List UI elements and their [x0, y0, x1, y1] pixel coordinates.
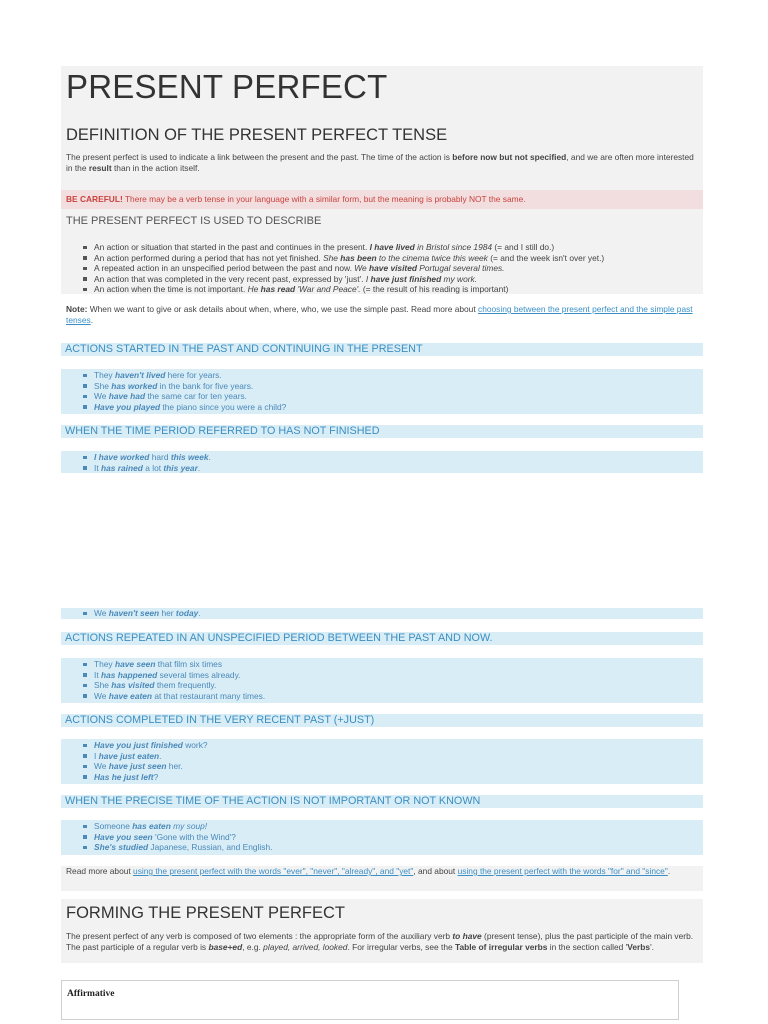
list-item: We haven't seen her today. [61, 608, 703, 619]
definition-heading: DEFINITION OF THE PRESENT PERFECT TENSE [66, 126, 448, 144]
page-title: PRESENT PERFECT [66, 68, 388, 105]
for-since-link[interactable]: using the present perfect with the words "for" and "since" [457, 866, 668, 876]
section-list-repeated [61, 658, 703, 703]
list-item: Have you seen 'Gone with the Wind'? [61, 832, 703, 843]
list-item: Someone has eaten my soup! [61, 821, 703, 832]
list-item: They have seen that film six times [61, 659, 703, 670]
present-vs-past-link[interactable]: choosing between the present perfect and the simple past tenses [66, 304, 693, 325]
note-paragraph: Note: When we want to give or ask details about when, where, who, we use the simple past. Read more about choosing between the present perfect and the simple past tenses. [66, 304, 693, 325]
list-item: She has worked in the bank for five years. [61, 381, 703, 392]
list-item: An action that was completed in the very recent past, expressed by 'just'. I have just finished my work. [61, 274, 604, 285]
list-item: It has happened several times already. [61, 670, 703, 681]
uses-list [61, 242, 604, 295]
affirmative-label: Affirmative [67, 989, 115, 999]
section-list-continuing [61, 369, 703, 414]
note-text: When we want to give or ask details about when, where, who, we use the simple past. Read more about [87, 304, 478, 314]
careful-alert [61, 190, 703, 209]
intro-block [61, 66, 703, 294]
definition-bold-2: result [88, 162, 112, 173]
forming-block [61, 899, 703, 963]
affirmative-table [61, 980, 679, 1020]
list-item: A repeated action in an unspecified period between the past and now. We have visited Portugal several times. [61, 263, 604, 274]
section-heading-continuing: ACTIONS STARTED IN THE PAST AND CONTINUING IN THE PRESENT [61, 343, 703, 356]
list-item: She's studied Japanese, Russian, and English. [61, 842, 703, 853]
section-heading-recent: ACTIONS COMPLETED IN THE VERY RECENT PAST (+JUST) [61, 714, 703, 727]
definition-text-1: The present perfect is used to indicate a link between the present and the past. The time of the action is [66, 152, 453, 162]
read-more-paragraph: Read more about using the present perfect with the words "ever", "never", "already", and "yet", and about using the present perfect with the words "for" and "since". [61, 866, 703, 891]
list-item: Have you just finished work? [61, 740, 703, 751]
definition-bold-1: before now but not specified [452, 152, 567, 162]
list-item: Has he just left? [61, 772, 703, 783]
ever-never-already-yet-link[interactable]: using the present perfect with the words "ever", "never", "already", and "yet" [133, 866, 414, 876]
list-item: An action when the time is not important. He has read 'War and Peace'. (= the result of his reading is important) [61, 284, 604, 295]
forming-heading: FORMING THE PRESENT PERFECT [66, 904, 346, 922]
section-list-not-important [61, 820, 703, 855]
list-item: An action performed during a period that has not yet finished. She has been to the cinema twice this week (= and the week isn't over yet.) [61, 253, 604, 264]
definition-paragraph [66, 152, 698, 173]
list-item: I have just eaten. [61, 751, 703, 762]
list-item: I have worked hard this week. [61, 452, 703, 463]
list-item: An action or situation that started in the past and continues in the present. I have lived in Bristol since 1984 (= and I still do.) [61, 242, 604, 253]
careful-label: BE CAREFUL! [66, 194, 123, 204]
section-heading-not-finished: WHEN THE TIME PERIOD REFERRED TO HAS NOT FINISHED [61, 425, 703, 438]
definition-text-2: , and we are often more interested in the [66, 152, 694, 173]
list-item: They haven't lived here for years. [61, 370, 703, 381]
uses-heading: THE PRESENT PERFECT IS USED TO DESCRIBE [66, 215, 322, 227]
list-item: Have you played the piano since you were a child? [61, 402, 703, 413]
section-list-not-finished-cont [61, 608, 703, 619]
list-item: We have had the same car for ten years. [61, 391, 703, 402]
definition-text-3: than in the action itself. [111, 162, 200, 173]
section-list-recent [61, 739, 703, 784]
section-heading-not-important: WHEN THE PRECISE TIME OF THE ACTION IS NOT IMPORTANT OR NOT KNOWN [61, 795, 703, 808]
list-item: We have just seen her. [61, 761, 703, 772]
list-item: It has rained a lot this year. [61, 463, 703, 474]
list-item: We have eaten at that restaurant many times. [61, 691, 703, 702]
careful-text: There may be a verb tense in your language with a similar form, but the meaning is probably NOT the same. [122, 194, 526, 204]
forming-paragraph: The present perfect of any verb is composed of two elements : the appropriate form of the auxiliary verb to have (present tense), plus the past participle of the main verb. The past participle of a regular verb is base+ed, e.g. played, arrived, looked. For irregular verbs, see the Table of irregular verbs in the section called 'Verbs'. [66, 931, 694, 952]
note-label: Note: [66, 304, 88, 314]
list-item: She has visited them frequently. [61, 680, 703, 691]
section-heading-repeated: ACTIONS REPEATED IN AN UNSPECIFIED PERIOD BETWEEN THE PAST AND NOW. [61, 632, 703, 645]
section-list-not-finished [61, 451, 703, 473]
